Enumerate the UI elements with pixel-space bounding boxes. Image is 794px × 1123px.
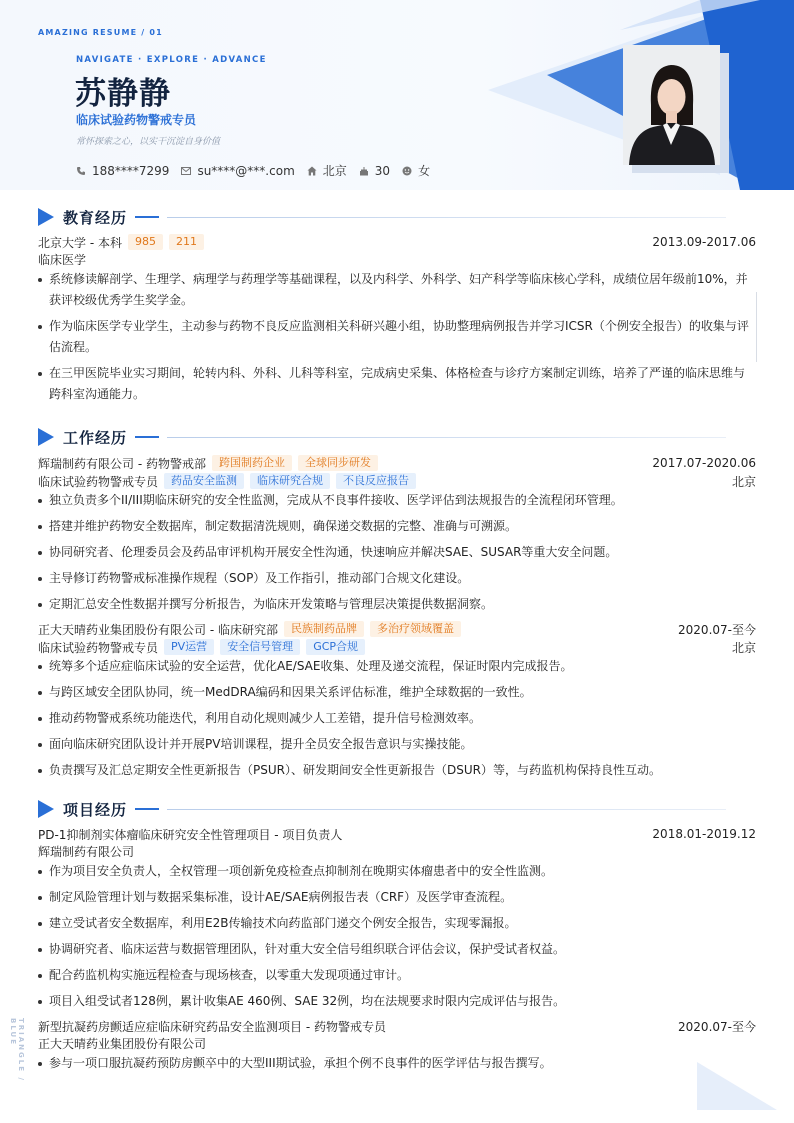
list-item: 协调研究者、临床运营与数据管理团队，针对重大安全信号组织联合评估会议，保护受试者权益。 bbox=[38, 939, 756, 960]
company-tag: 跨国制药企业 bbox=[212, 455, 292, 471]
company-tag: 多治疗领域覆盖 bbox=[370, 621, 461, 637]
section-rule bbox=[167, 217, 726, 218]
home-icon bbox=[307, 166, 317, 176]
projects-section bbox=[38, 798, 756, 1079]
project-name: PD-1抑制剂实体瘤临床研究安全性管理项目 - 项目负责人 bbox=[38, 827, 343, 842]
list-item: 作为临床医学专业学生，主动参与药物不良反应监测相关科研兴趣小组，协助整理病例报告并学习ICSR（个例安全报告）的收集与评估流程。 bbox=[38, 316, 756, 358]
candidate-title: 临床试验药物警戒专员 bbox=[76, 113, 197, 127]
list-item: 作为项目安全负责人，全权管理一项创新免疫检查点抑制剂在晚期实体瘤患者中的安全性监测。 bbox=[38, 861, 756, 882]
list-item: 搭建并维护药物安全数据库，制定数据清洗规则，确保递交数据的完整、准确与可溯源。 bbox=[38, 516, 756, 537]
section-rule-accent bbox=[135, 808, 159, 810]
school-tag: 985 bbox=[128, 234, 163, 250]
section-header bbox=[38, 798, 756, 820]
list-item: 参与一项口服抗凝药预防房颤卒中的大型III期试验，承担个例不良事件的医学评估与报告撰写。 bbox=[38, 1053, 756, 1074]
job-bullets bbox=[38, 656, 756, 781]
candidate-motto: 常怀探索之心，以实干沉淀自身价值 bbox=[76, 137, 221, 147]
education-row bbox=[38, 233, 756, 251]
list-item: 主导修订药物警戒标准操作规程（SOP）及工作指引，推动部门合规文化建设。 bbox=[38, 568, 756, 589]
list-item: 项目入组受试者128例，累计收集AE 460例、SAE 32例，均在法规要求时限内完成评估与报告。 bbox=[38, 991, 756, 1012]
role-tag: PV运营 bbox=[164, 639, 214, 655]
role-tag: GCP合规 bbox=[306, 639, 365, 655]
phone-value: 188****7299 bbox=[92, 163, 170, 178]
project-row bbox=[38, 825, 756, 843]
company-name: 正大天晴药业集团股份有限公司 - 临床研究部 bbox=[38, 622, 278, 637]
gender-value: 女 bbox=[418, 164, 431, 178]
list-item: 配合药监机构实施远程检查与现场核查，以零重大发现项通过审计。 bbox=[38, 965, 756, 986]
section-title: 工作经历 bbox=[63, 428, 128, 447]
work-section bbox=[38, 426, 756, 786]
contact-phone bbox=[76, 164, 169, 178]
list-item: 推动药物警戒系统功能迭代，利用自动化规则减少人工差错，提升信号检测效率。 bbox=[38, 708, 756, 729]
section-rule bbox=[167, 437, 726, 438]
job-location: 北京 bbox=[731, 640, 756, 655]
section-header bbox=[38, 206, 756, 228]
list-item: 统筹多个适应症临床试验的安全运营，优化AE/SAE收集、处理及递交流程，保证时限内完成报告。 bbox=[38, 656, 756, 677]
job-location: 北京 bbox=[731, 474, 756, 489]
project-org: 辉瑞制药有限公司 bbox=[38, 845, 135, 859]
major: 临床医学 bbox=[38, 253, 87, 267]
role-tag: 药品安全监测 bbox=[164, 473, 244, 489]
candidate-name: 苏静静 bbox=[75, 76, 171, 112]
section-header bbox=[38, 426, 756, 448]
city-value: 北京 bbox=[322, 164, 347, 178]
job-company-row bbox=[38, 454, 756, 472]
job-date: 2017.07-2020.06 bbox=[652, 456, 756, 470]
company-name: 辉瑞制药有限公司 - 药物警戒部 bbox=[38, 456, 206, 471]
list-item: 系统修读解剖学、生理学、病理学与药理学等基础课程，以及内科学、外科学、妇产科学等临床核心学科，成绩位居年级前10%，并获评校级优秀学生奖学金。 bbox=[38, 269, 756, 311]
list-item: 制定风险管理计划与数据采集标准，设计AE/SAE病例报告表（CRF）及医学审查流程。 bbox=[38, 887, 756, 908]
section-triangle-icon bbox=[38, 208, 54, 226]
job-bullets bbox=[38, 490, 756, 615]
job-role: 临床试验药物警戒专员 bbox=[38, 474, 159, 489]
footer-decoration bbox=[697, 1062, 787, 1112]
section-rule-accent bbox=[135, 216, 159, 218]
role-tag: 不良反应报告 bbox=[336, 473, 416, 489]
job-date: 2020.07-至今 bbox=[678, 622, 756, 637]
top-tag: AMAZING RESUME / 01 bbox=[38, 28, 163, 37]
avatar bbox=[623, 45, 720, 165]
project-row bbox=[38, 1017, 756, 1035]
contact-age bbox=[359, 164, 390, 178]
company-tag: 全球同步研发 bbox=[298, 455, 378, 471]
section-triangle-icon bbox=[38, 800, 54, 818]
education-date: 2013.09-2017.06 bbox=[652, 235, 756, 249]
education-section bbox=[38, 206, 756, 410]
contact-email bbox=[181, 164, 294, 178]
age-value: 30 bbox=[374, 163, 391, 178]
school-tag: 211 bbox=[169, 234, 204, 250]
contact-list bbox=[76, 162, 430, 179]
education-bullets bbox=[38, 269, 756, 405]
school-name: 北京大学 - 本科 bbox=[38, 235, 122, 250]
divider bbox=[756, 292, 757, 362]
mail-icon bbox=[181, 166, 191, 176]
list-item: 负责撰写及汇总定期安全性更新报告（PSUR）、研发期间安全性更新报告（DSUR）等，与药监机构保持良性互动。 bbox=[38, 760, 756, 781]
project-bullets bbox=[38, 861, 756, 1012]
contact-gender bbox=[402, 162, 430, 179]
role-tag: 临床研究合规 bbox=[250, 473, 330, 489]
role-tag: 安全信号管理 bbox=[220, 639, 300, 655]
list-item: 面向临床研究团队设计并开展PV培训课程，提升全员安全报告意识与实操技能。 bbox=[38, 734, 756, 755]
list-item: 定期汇总安全性数据并撰写分析报告，为临床开发策略与管理层决策提供数据洞察。 bbox=[38, 594, 756, 615]
project-date: 2020.07-至今 bbox=[678, 1019, 756, 1034]
phone-icon bbox=[76, 166, 86, 176]
project-date: 2018.01-2019.12 bbox=[652, 827, 756, 841]
nav-tag: NAVIGATE · EXPLORE · ADVANCE bbox=[76, 55, 267, 65]
list-item: 协同研究者、伦理委员会及药品审评机构开展安全性沟通，快速响应并解决SAE、SUSAR等重大安全问题。 bbox=[38, 542, 756, 563]
email-value: su****@***.com bbox=[197, 163, 295, 178]
job-company-row bbox=[38, 620, 756, 638]
section-rule bbox=[167, 809, 726, 810]
smile-icon bbox=[402, 166, 412, 176]
contact-city bbox=[307, 162, 347, 179]
project-name: 新型抗凝药房颤适应症临床研究药品安全监测项目 - 药物警戒专员 bbox=[38, 1019, 386, 1034]
list-item: 独立负责多个II/III期临床研究的安全性监测，完成从不良事件接收、医学评估到法规报告的全流程闭环管理。 bbox=[38, 490, 756, 511]
portrait-illustration bbox=[623, 45, 720, 165]
project-bullets bbox=[38, 1053, 756, 1074]
cake-icon bbox=[359, 166, 369, 176]
section-rule-accent bbox=[135, 436, 159, 438]
list-item: 建立受试者安全数据库，利用E2B传输技术向药监部门递交个例安全报告，实现零漏报。 bbox=[38, 913, 756, 934]
section-title: 项目经历 bbox=[63, 800, 128, 819]
company-tag: 民族制药品牌 bbox=[284, 621, 364, 637]
list-item: 在三甲医院毕业实习期间，轮转内科、外科、儿科等科室，完成病史采集、体格检查与诊疗方案制定训练，培养了严谨的临床思维与跨科室沟通能力。 bbox=[38, 363, 756, 405]
side-watermark: TRIANGLE / BLUE bbox=[9, 1018, 25, 1083]
job-role: 临床试验药物警戒专员 bbox=[38, 640, 159, 655]
list-item: 与跨区域安全团队协同，统一MedDRA编码和因果关系评估标准，维护全球数据的一致性。 bbox=[38, 682, 756, 703]
job-role-row bbox=[38, 638, 756, 656]
project-org: 正大天晴药业集团股份有限公司 bbox=[38, 1037, 207, 1051]
job-role-row bbox=[38, 472, 756, 490]
section-title: 教育经历 bbox=[63, 208, 128, 227]
section-triangle-icon bbox=[38, 428, 54, 446]
